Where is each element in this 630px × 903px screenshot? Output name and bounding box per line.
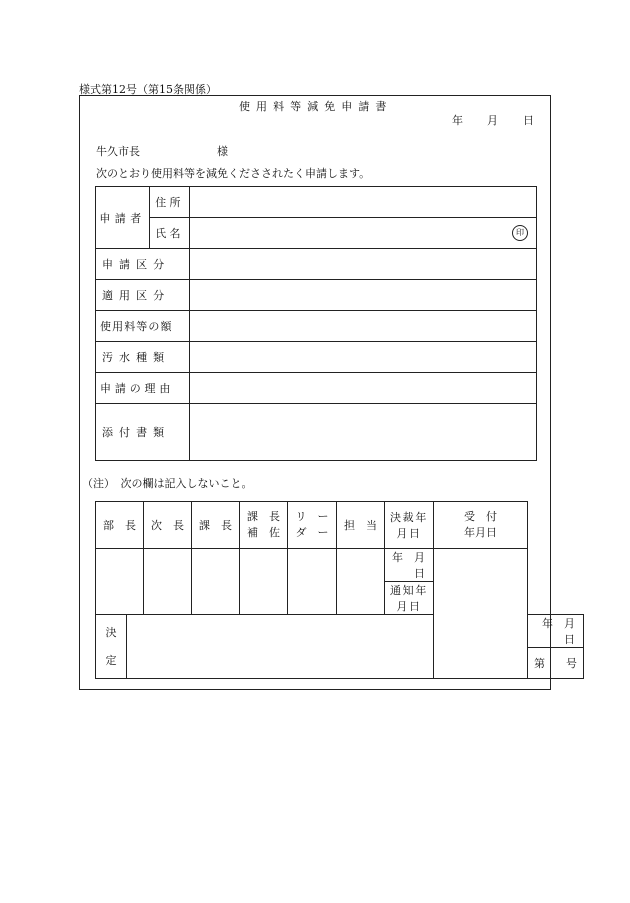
kessai-date[interactable]: 年 月 日 <box>385 549 434 582</box>
stamp-leader[interactable] <box>288 549 337 615</box>
uketsuke-field[interactable] <box>434 549 528 679</box>
header-leader: リ ー ダ ー <box>288 502 337 549</box>
stamp-kacho[interactable] <box>192 549 240 615</box>
stamp-tanto[interactable] <box>337 549 385 615</box>
header-tanto: 担 当 <box>337 502 385 549</box>
stamp-kacho-hosa[interactable] <box>240 549 288 615</box>
reason-label: 申請の理由 <box>96 373 190 404</box>
note-text: （注） 次の欄は記入しないこと。 <box>82 477 253 490</box>
notice-date-label: 通知年月日 <box>385 582 434 615</box>
sewage-type-label: 汚水種類 <box>96 342 190 373</box>
date-day: 日 <box>523 114 534 127</box>
seal-mark: 印 <box>512 225 528 241</box>
header-kacho: 課 長 <box>192 502 240 549</box>
date-month: 月 <box>487 114 498 127</box>
header-kessai: 決裁年月日 <box>385 502 434 549</box>
addressee-honorific: 様 <box>217 145 228 158</box>
stamp-jicho[interactable] <box>144 549 192 615</box>
decision-label: 決 定 <box>96 615 127 679</box>
form-number: 様式第12号（第15条関係） <box>79 83 217 96</box>
header-jicho: 次 長 <box>144 502 192 549</box>
attachments-field[interactable] <box>190 404 537 461</box>
application-table <box>95 186 537 461</box>
intro-text: 次のとおり使用料等を減免くださされたく申請します。 <box>96 167 371 180</box>
sewage-type-field[interactable] <box>190 342 537 373</box>
address-label: 住所 <box>150 187 190 218</box>
name-label: 氏名 <box>150 218 190 249</box>
fee-amount-field[interactable] <box>190 311 537 342</box>
fee-amount-label: 使用料等の額 <box>96 311 190 342</box>
header-bucho: 部 長 <box>96 502 144 549</box>
address-field[interactable] <box>190 187 537 218</box>
applied-category-label: 適用区分 <box>96 280 190 311</box>
application-type-field[interactable] <box>190 249 537 280</box>
addressee-name: 牛久市長 <box>96 145 140 158</box>
office-use-table <box>95 501 584 679</box>
stamp-bucho[interactable] <box>96 549 144 615</box>
date-year: 年 <box>452 114 463 127</box>
header-uketsuke: 受 付 年月日 <box>434 502 528 549</box>
form-title: 使用料等減免申請書 <box>239 100 393 113</box>
name-field[interactable] <box>190 218 537 249</box>
notice-date[interactable]: 年 月 日 <box>528 615 584 648</box>
number-suffix: 号 <box>566 657 577 670</box>
document-number[interactable] <box>528 648 584 679</box>
reason-field[interactable] <box>190 373 537 404</box>
applicant-label: 申請者 <box>96 187 150 249</box>
number-prefix: 第 <box>534 657 545 670</box>
applied-category-field[interactable] <box>190 280 537 311</box>
decision-field[interactable] <box>127 615 434 679</box>
application-type-label: 申請区分 <box>96 249 190 280</box>
header-kacho-hosa: 課 長 補 佐 <box>240 502 288 549</box>
attachments-label: 添付書類 <box>96 404 190 461</box>
